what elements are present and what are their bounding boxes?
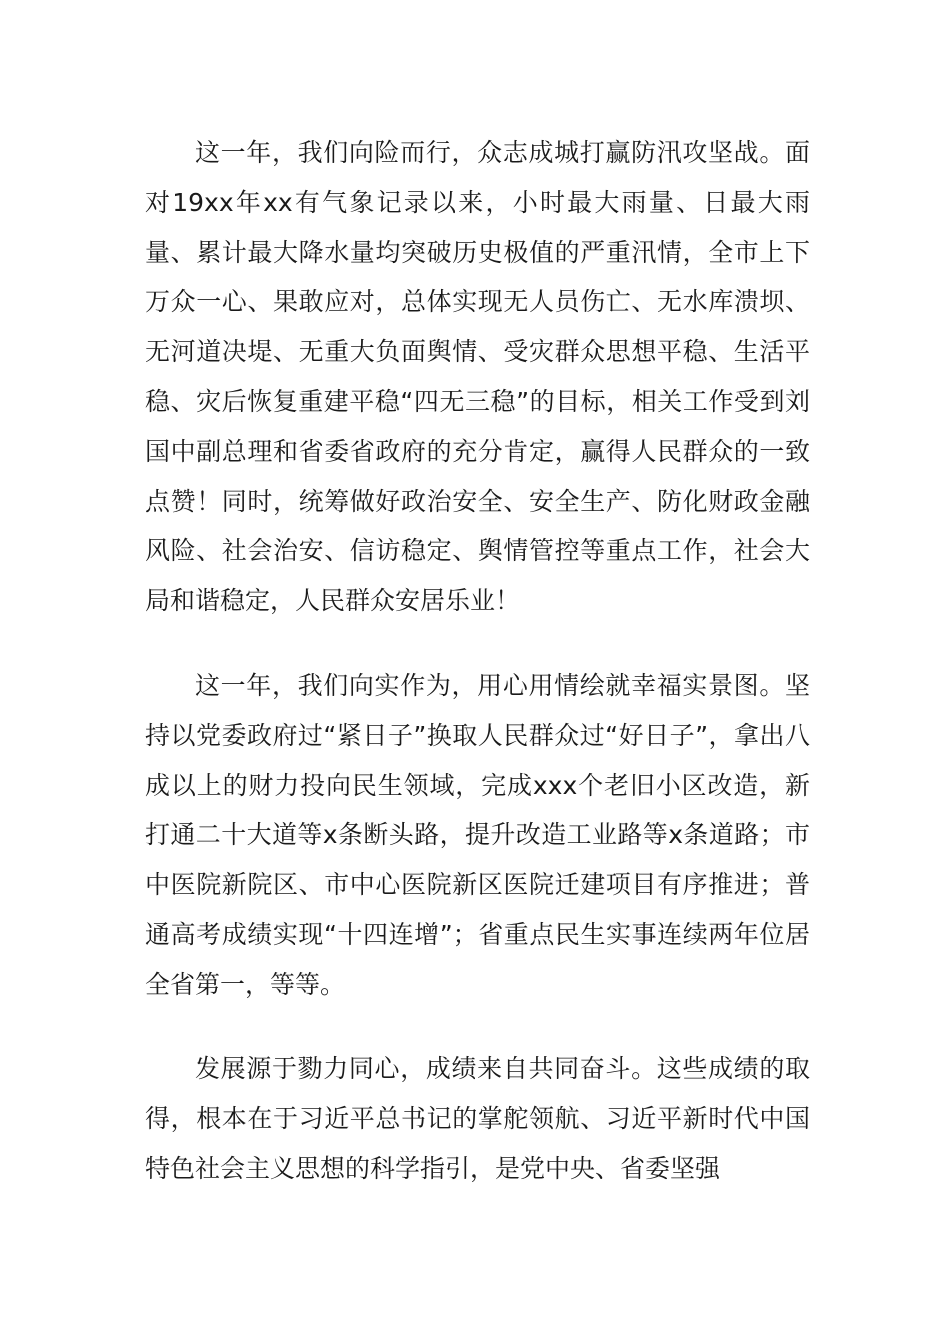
paragraph-development: 发展源于勠力同心，成绩来自共同奋斗。这些成绩的取得，根本在于习近平总书记的掌舵领航、习近平新时代中国特色社会主义思想的科学指引，是党中央、省委坚强 [145,1054,810,1183]
paragraph-flood-control: 这一年，我们向险而行，众志成城打赢防汛攻坚战。面对19xx年xx有气象记录以来，小时最大雨量、日最大雨量、累计最大降水量均突破历史极值的严重汛情，全市上下万众一心、果敢应对，总体实现无人员伤亡、无水库溃坝、无河道决堤、无重大负面舆情、受灾群众思想平稳、生活平稳、灾后恢复重建平稳“四无三稳”的目标，相关工作受到刘国中副总理和省委省政府的充分肯定，赢得人民群众的一致点赞！同时，统筹做好政治安全、安全生产、防化财政金融风险、社会治安、信访稳定、舆情管控等重点工作，社会大局和谐稳定，人民群众安居乐业！ [145,138,810,616]
paragraph-livelihood: 这一年，我们向实作为，用心用情绘就幸福实景图。坚持以党委政府过“紧日子”换取人民群众过“好日子”，拿出八成以上的财力投向民生领域，完成xxx个老旧小区改造，新打通二十大道等x条断头路，提升改造工业路等x条道路；市中医院新院区、市中心医院新区医院迁建项目有序推进；普通高考成绩实现“十四连增”；省重点民生实事连续两年位居全省第一，等等。 [145,671,810,999]
